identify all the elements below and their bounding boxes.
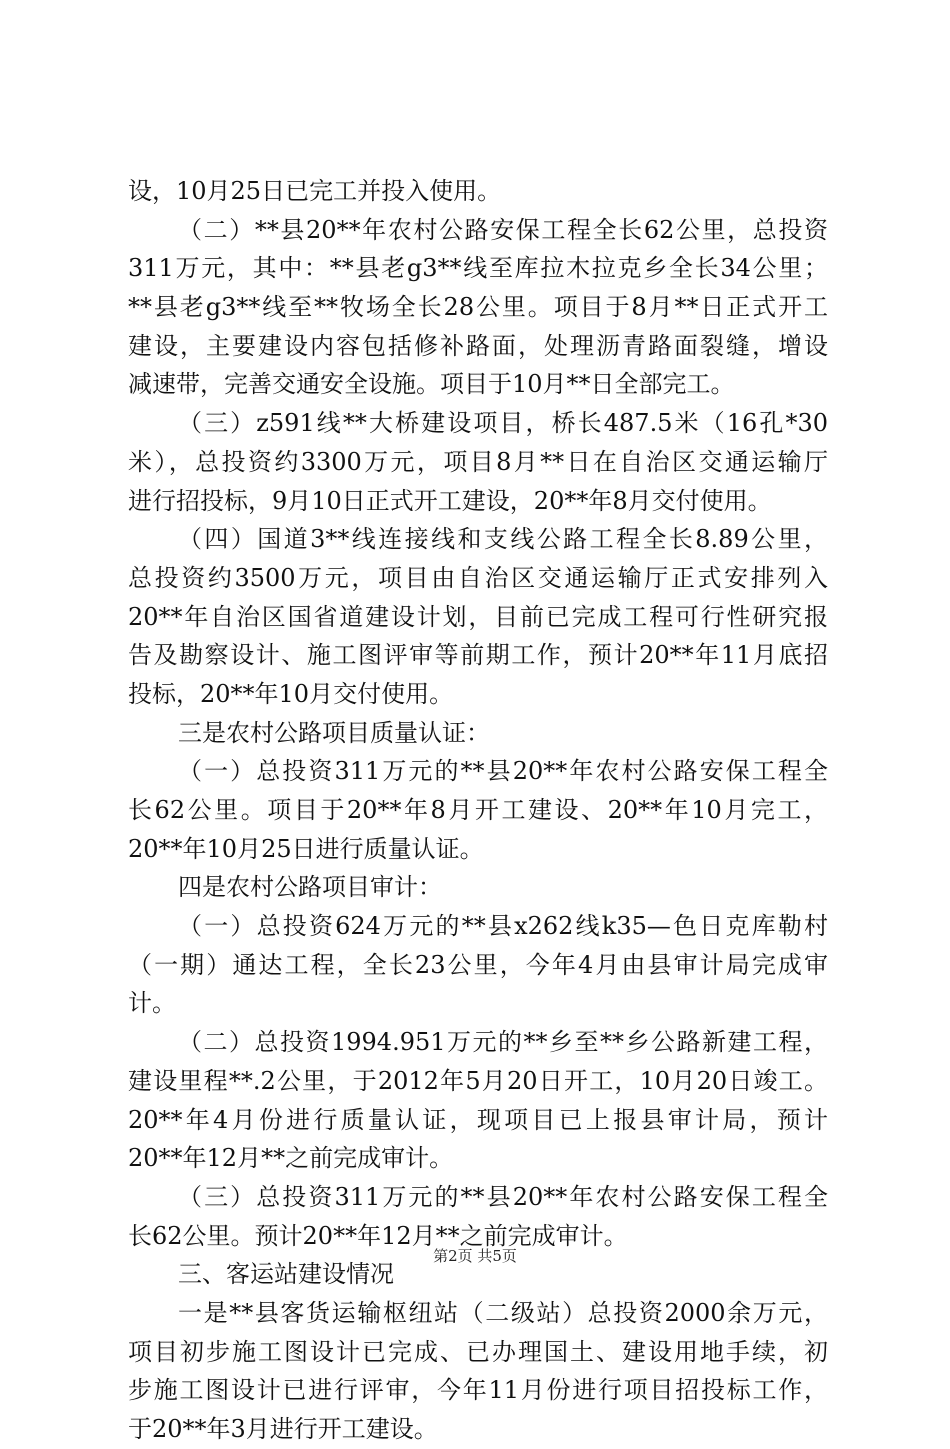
text-line: （三）总投资311万元的**县20**年农村公路安保工程全	[178, 1182, 828, 1211]
text-line: 20**年4月份进行质量认证，现项目已上报县审计局，预计	[128, 1105, 828, 1134]
text-line: 311万元，其中：**县老g3**线至库拉木拉克乡全长34公里；	[128, 254, 828, 283]
text-line: （一）总投资311万元的**县20**年农村公路安保工程全	[178, 757, 828, 786]
text-line: 四是农村公路项目审计：	[178, 873, 442, 902]
text-line: 总投资约3500万元，项目由自治区交通运输厅正式安排列入	[128, 563, 828, 592]
page-footer: 第2页 共5页	[433, 1247, 517, 1265]
text-line: 于20**年3月进行开工建设。	[128, 1415, 438, 1443]
text-line: （二）总投资1994.951万元的**乡至**乡公路新建工程，	[178, 1028, 828, 1057]
text-line: 三是农村公路项目质量认证：	[178, 718, 490, 747]
text-line: 建设里程**.2公里，于2012年5月20日开工，10月20日竣工。	[128, 1066, 828, 1095]
text-line: 计。	[128, 989, 176, 1018]
text-line: 20**年12月**之前完成审计。	[128, 1144, 454, 1173]
text-line: （三）z591线**大桥建设项目，桥长487.5米（16孔*30	[178, 409, 828, 438]
text-line: 步施工图设计已进行评审，今年11月份进行项目招投标工作，	[128, 1376, 828, 1405]
text-line: 20**年自治区国省道建设计划，目前已完成工程可行性研究报	[128, 602, 828, 631]
text-line: （一）总投资624万元的**县x262线k35—色日克库勒村	[178, 912, 828, 941]
text-line: 20**年10月25日进行质量认证。	[128, 834, 484, 863]
text-line: 设，10月25日已完工并投入使用。	[128, 177, 502, 205]
text-line: 米），总投资约3300万元，项目8月**日在自治区交通运输厅	[128, 447, 828, 476]
text-line: 一是**县客货运输枢纽站（二级站）总投资2000余万元，	[178, 1298, 828, 1327]
text-line: 长62公里。项目于20**年8月开工建设、20**年10月完工，	[128, 796, 828, 824]
text-line: 项目初步施工图设计已完成、已办理国土、建设用地手续，初	[128, 1337, 828, 1366]
text-line: 告及勘察设计、施工图评审等前期工作，预计20**年11月底招	[128, 641, 828, 670]
text-line: （一期）通达工程，全长23公里，今年4月由县审计局完成审	[128, 950, 828, 979]
text-line: （四）国道3**线连接线和支线公路工程全长8.89公里，	[178, 525, 828, 554]
text-line: 投标，20**年10月交付使用。	[128, 679, 454, 708]
text-line: 进行招投标，9月10日正式开工建设，20**年8月交付使用。	[128, 486, 772, 515]
text-line: 减速带，完善交通安全设施。项目于10月**日全部完工。	[128, 370, 735, 399]
text-line: 长62公里。预计20**年12月**之前完成审计。	[128, 1221, 628, 1250]
text-line: **县老g3**线至**牧场全长28公里。项目于8月**日正式开工	[128, 293, 828, 322]
text-line: （二）**县20**年农村公路安保工程全长62公里，总投资	[178, 215, 828, 244]
text-line: 三、客运站建设情况	[178, 1260, 394, 1289]
text-line: 建设，主要建设内容包括修补路面，处理沥青路面裂缝，增设	[128, 331, 828, 360]
